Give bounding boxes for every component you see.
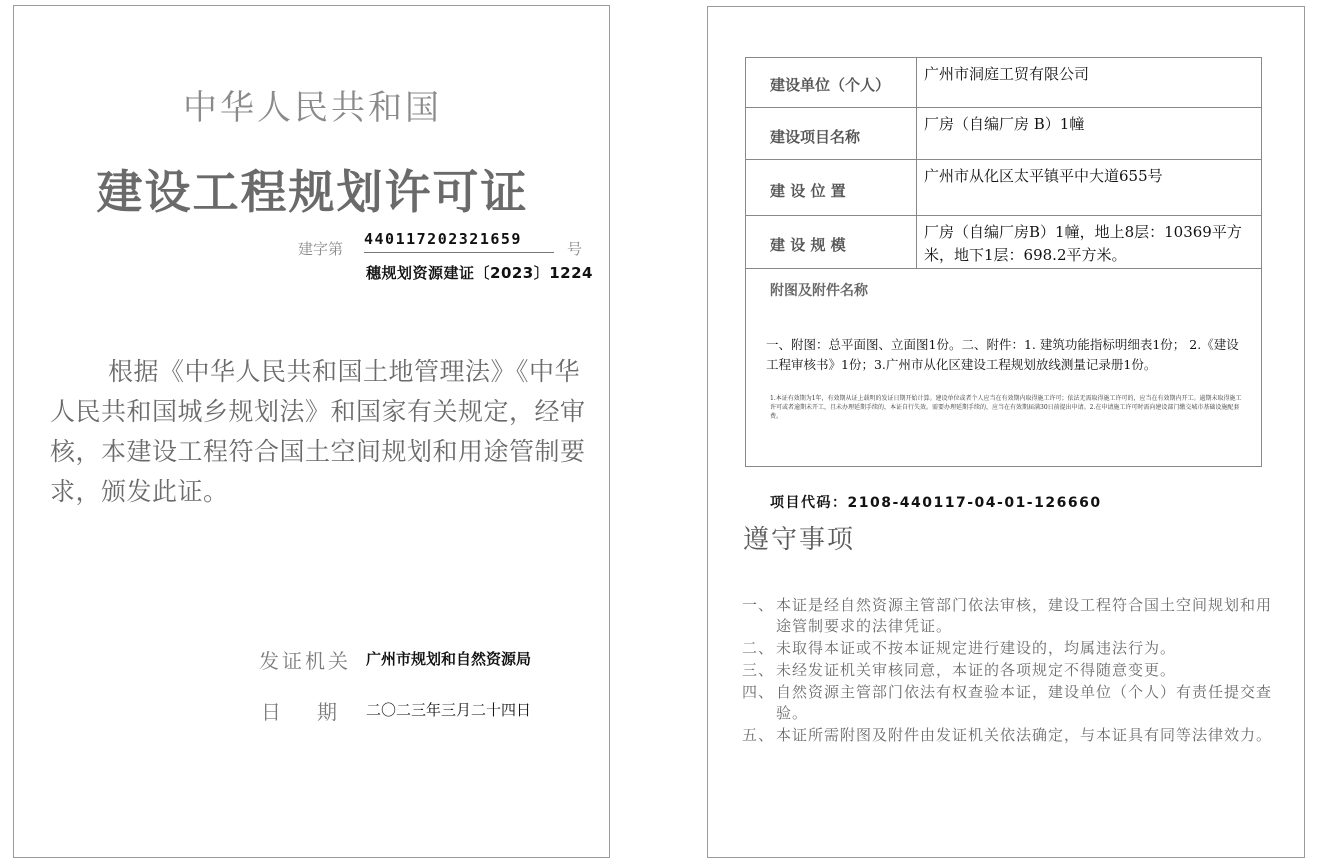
- rule-number: 二、: [742, 639, 775, 657]
- rule-number: 五、: [742, 726, 775, 744]
- table-row: [746, 160, 1261, 216]
- rules-title: 遵守事项: [743, 525, 856, 555]
- attachments-label: 附图及附件名称: [770, 283, 868, 299]
- row-label: 建 设 规 模: [770, 236, 846, 254]
- row-label: 建设项目名称: [770, 128, 861, 146]
- rule-text: 未经发证机关审核同意，本证的各项规定不得随意变更。: [776, 661, 1177, 679]
- attachments-text: 一、附图：总平面图、立面图1份。二、附件：1. 建筑功能指标明细表1份； 2.《建设工程审核书》1份；3.广州市从化区建设工程规划放线测量记录册1份。: [766, 337, 1239, 372]
- list-item: [742, 725, 1282, 746]
- rule-number: 四、: [742, 683, 775, 701]
- rule-text: 本证是经自然资源主管部门依法审核，建设工程符合国土空间规划和用途管制要求的法律凭证。: [776, 596, 1273, 635]
- list-item: [742, 660, 1282, 681]
- list-item: [742, 682, 1282, 724]
- permit-number-suffix: 号: [567, 240, 583, 258]
- rule-number: 三、: [742, 661, 775, 679]
- row-value: 广州市洞庭工贸有限公司: [924, 65, 1090, 83]
- date-label: 日期: [261, 700, 373, 724]
- permit-cover-page: [13, 5, 610, 858]
- permit-number-label: 建字第: [298, 240, 344, 258]
- preamble-content: 根据《中华人民共和国土地管理法》《中华人民共和国城乡规划法》和国家有关规定，经审核，本建设工程符合国土空间规划和用途管制要求，颁发此证。: [50, 357, 586, 506]
- rules-list: [742, 595, 1282, 747]
- certificate-title: 建设工程规划许可证: [96, 165, 529, 219]
- rule-text: 本证所需附图及附件由发证机关依法确定，与本证具有同等法律效力。: [776, 726, 1273, 744]
- issuer-label: 发证机关: [259, 649, 351, 673]
- row-label: 建 设 位 置: [770, 182, 846, 200]
- project-code: 项目代码：2108-440117-04-01-126660: [770, 495, 1102, 511]
- issuer-value: 广州市规划和自然资源局: [366, 650, 532, 668]
- rule-number: 一、: [742, 596, 775, 614]
- table-row: [746, 58, 1261, 108]
- row-label: 建设单位（个人）: [770, 76, 891, 94]
- reference-number: 穗规划资源建证〔2023〕1224: [366, 264, 593, 282]
- list-item: [742, 638, 1282, 659]
- permit-number-value: 440117202321659: [364, 230, 554, 253]
- list-item: [742, 595, 1282, 637]
- rule-text: 自然资源主管部门依法有权查验本证，建设单位（个人）有责任提交查验。: [776, 683, 1273, 722]
- table-row: [746, 108, 1261, 160]
- permit-details-page: [707, 6, 1305, 858]
- rule-text: 未取得本证或不按本证规定进行建设的，均属违法行为。: [776, 639, 1177, 657]
- project-info-table: [745, 57, 1262, 467]
- table-row: [746, 216, 1261, 269]
- fine-print-notes: 1.本证有效期为1年，有效期从证上载明的发证日期开始计算。建设单位或者个人应当在有效期内取得施工许可；依法无需取得施工许可的，应当在有效期内开工。逾期未取得施工许可或者逾期未开工，且未办理延期手续的，本证自行失效。需要办理延期手续的，应当在有效期届满30日前提出申请。2.在申请施工许可时需向建设部门缴交城市基础设施配套费。: [770, 395, 1242, 420]
- row-value: 厂房（自编厂房 B）1幢: [924, 115, 1085, 133]
- row-value: 广州市从化区太平镇平中大道655号: [924, 167, 1163, 185]
- row-value: 厂房（自编厂房B）1幢，地上8层：10369平方米，地下1层：698.2平方米。: [924, 223, 1242, 264]
- preamble-text: [50, 352, 588, 512]
- country-heading: 中华人民共和国: [183, 88, 442, 128]
- date-value: 二〇二三年三月二十四日: [366, 701, 532, 719]
